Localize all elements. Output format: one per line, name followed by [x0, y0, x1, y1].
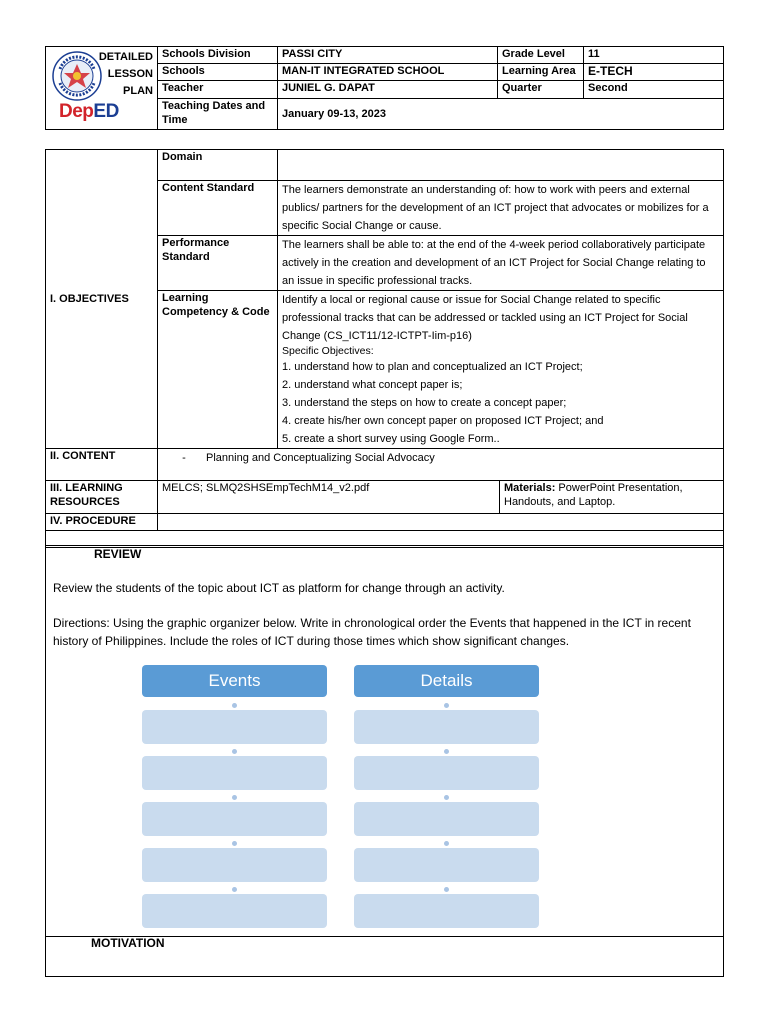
learning-resources-refs: MELCS; SLMQ2SHSEmpTechM14_v2.pdf — [158, 481, 500, 514]
events-cell-4[interactable] — [142, 848, 327, 882]
learning-competency-label: Learning Competency & Code — [158, 291, 278, 449]
materials-label: Materials: — [504, 482, 556, 494]
events-cell-1[interactable] — [142, 710, 327, 744]
teaching-dates-value: January 09-13, 2023 — [278, 98, 724, 129]
performance-standard-value: The learners shall be able to: at the end of the 4-week period collaboratively participate actively in the creation and development of an ICT Project for Social Change relating to an issue in specific professional tracks. — [278, 236, 724, 291]
events-cell-3[interactable] — [142, 802, 327, 836]
review-intro: Review the students of the topic about ICT as platform for change through an activity. — [53, 581, 505, 595]
learning-competency-cell — [278, 291, 724, 449]
objectives-section-label: I. OBJECTIVES — [46, 150, 158, 449]
specific-objective-2: 2. understand what concept paper is; — [282, 379, 463, 391]
connector-dot — [444, 749, 449, 754]
teaching-dates-label: Teaching Dates and Time — [158, 98, 278, 129]
details-cell-4[interactable] — [354, 848, 539, 882]
grade-level-value: 11 — [584, 47, 724, 64]
schools-division-value: PASSI CITY — [278, 47, 498, 64]
document-title: DETAILED LESSON PLAN — [98, 51, 153, 97]
events-header: Events — [142, 665, 327, 697]
review-title: REVIEW — [94, 547, 142, 561]
specific-objectives-label: Specific Objectives: — [282, 345, 374, 357]
domain-value — [278, 150, 724, 181]
details-cell-2[interactable] — [354, 756, 539, 790]
review-directions: Directions: Using the graphic organizer below. Write in chronological order the Events that happened in the ICT in recent history of Philippines. Include the roles of ICT during those times which show significant changes. — [53, 616, 691, 648]
procedure-section-label: IV. PROCEDURE — [46, 514, 158, 531]
content-standard-label: Content Standard — [158, 181, 278, 236]
details-cell-5[interactable] — [354, 894, 539, 928]
connector-dot — [444, 887, 449, 892]
learning-resources-label: III. LEARNING RESOURCES — [46, 481, 158, 514]
events-cell-5[interactable] — [142, 894, 327, 928]
learning-area-label: Learning Area — [498, 64, 584, 81]
logo-cell — [46, 47, 158, 130]
schools-division-label: Schools Division — [158, 47, 278, 64]
connector-dot — [232, 887, 237, 892]
connector-dot — [444, 841, 449, 846]
materials-value: PowerPoint Presentation, Handouts, and Laptop. — [504, 482, 683, 508]
motivation-title: MOTIVATION — [91, 936, 165, 950]
specific-objective-4: 4. create his/her own concept paper on proposed ICT Project; and — [282, 415, 604, 427]
materials-cell — [500, 481, 724, 514]
lesson-plan-table — [45, 149, 724, 548]
content-standard-value: The learners demonstrate an understanding of: how to work with peers and external publics/ partners for the development of an ICT project that advocates or mobilizes for a specific Social Change or cause. — [278, 181, 724, 236]
learning-area-value: E-TECH — [584, 64, 724, 81]
content-value: Planning and Conceptualizing Social Advocacy — [206, 452, 435, 464]
review-section — [45, 545, 724, 937]
events-cell-2[interactable] — [142, 756, 327, 790]
deped-wordmark: DepED — [59, 101, 119, 122]
details-cell-3[interactable] — [354, 802, 539, 836]
content-section-label: II. CONTENT — [46, 449, 158, 481]
specific-objective-5: 5. create a short survey using Google Form.. — [282, 433, 500, 445]
learning-competency-value: Identify a local or regional cause or issue for Social Change related to specific professional tracks that can be addressed or tackled using an ICT Project for Social Change (CS_ICT11/12-ICTPT-Iim-p16) — [282, 294, 688, 342]
schools-label: Schools — [158, 64, 278, 81]
specific-objective-1: 1. understand how to plan and conceptualized an ICT Project; — [282, 361, 583, 373]
details-cell-1[interactable] — [354, 710, 539, 744]
header-table — [45, 46, 724, 130]
connector-dot — [444, 703, 449, 708]
connector-dot — [232, 749, 237, 754]
deped-seal-icon — [52, 51, 102, 101]
specific-objective-3: 3. understand the steps on how to create a concept paper; — [282, 397, 567, 409]
domain-label: Domain — [158, 150, 278, 181]
teacher-value: JUNIEL G. DAPAT — [278, 81, 498, 98]
quarter-label: Quarter — [498, 81, 584, 98]
connector-dot — [444, 795, 449, 800]
teacher-label: Teacher — [158, 81, 278, 98]
content-value-cell — [158, 449, 724, 481]
quarter-value: Second — [584, 81, 724, 98]
connector-dot — [232, 795, 237, 800]
connector-dot — [232, 841, 237, 846]
performance-standard-label: Performance Standard — [158, 236, 278, 291]
content-bullet: - — [182, 452, 186, 464]
procedure-value — [158, 514, 724, 531]
motivation-section — [45, 935, 724, 977]
grade-level-label: Grade Level — [498, 47, 584, 64]
connector-dot — [232, 703, 237, 708]
details-header: Details — [354, 665, 539, 697]
schools-value: MAN-IT INTEGRATED SCHOOL — [278, 64, 498, 81]
